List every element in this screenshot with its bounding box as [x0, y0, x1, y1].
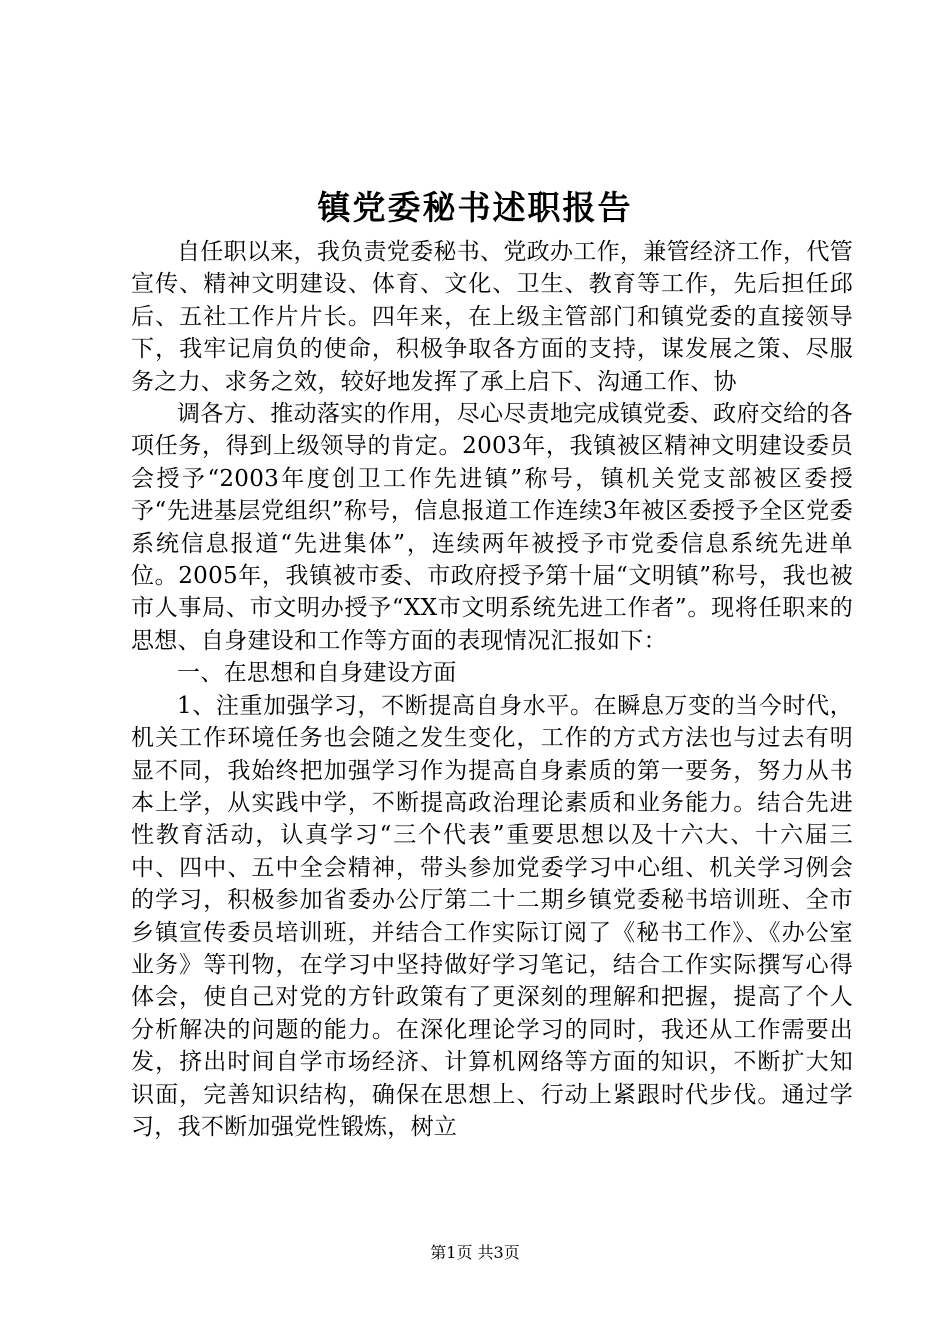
document-title: 镇党委秘书述职报告: [317, 188, 633, 227]
page-number-footer: 第1页 共3页: [430, 1243, 520, 1262]
document-body: [131, 236, 853, 1143]
paragraph-study: 1、注重加强学习，不断提高自身水平。在瞬息万变的当今时代，机关工作环境任务也会随之发生变化，工作的方式方法也与过去有明显不同，我始终把加强学习作为提高自身素质的第一要务，努力从书本上学，从实践中学，不断提高政治理论素质和业务能力。结合先进性教育活动，认真学习“三个代表”重要思想以及十六大、十六届三中、四中、五中全会精神，带头参加党委学习中心组、机关学习例会的学习，积极参加省委办公厅第二十二期乡镇党委秘书培训班、全市乡镇宣传委员培训班，并结合工作实际订阅了《秘书工作》、《办公室业务》等刊物，在学习中坚持做好学习笔记，结合工作实际撰写心得体会，使自己对党的方针政策有了更深刻的理解和把握，提高了个人分析解决的问题的能力。在深化理论学习的同时，我还从工作需要出发，挤出时间自学市场经济、计算机网络等方面的知识，不断扩大知识面，完善知识结构，确保在思想上、行动上紧跟时代步伐。通过学习，我不断加强党性锻炼，树立: [131, 692, 853, 1140]
paragraph-intro: 自任职以来，我负责党委秘书、党政办工作，兼管经济工作，代管宣传、精神文明建设、体育、文化、卫生、教育等工作，先后担任邱后、五社工作片片长。四年来，在上级主管部门和镇党委的直接领导下，我牢记肩负的使命，积极争取各方面的支持，谋发展之策、尽服务之力、求务之效，较好地发挥了承上启下、沟通工作、协: [131, 239, 853, 395]
paragraph-achievements: 调各方、推动落实的作用，尽心尽责地完成镇党委、政府交给的各项任务，得到上级领导的肯定。2003年，我镇被区精神文明建设委员会授予“2003年度创卫工作先进镇”称号，镇机关党支部被区委授予“先进基层党组织”称号，信息报道工作连续3年被区委授予全区党委系统信息报道“先进集体”，连续两年被授予市党委信息系统先进单位。2005年，我镇被市委、市政府授予第十届“文明镇”称号，我也被市人事局、市文明办授予“XX市文明系统先进工作者”。现将任职来的思想、自身建设和工作等方面的表现情况汇报如下：: [131, 401, 853, 654]
section-heading: 一、在思想和自身建设方面: [177, 660, 457, 687]
